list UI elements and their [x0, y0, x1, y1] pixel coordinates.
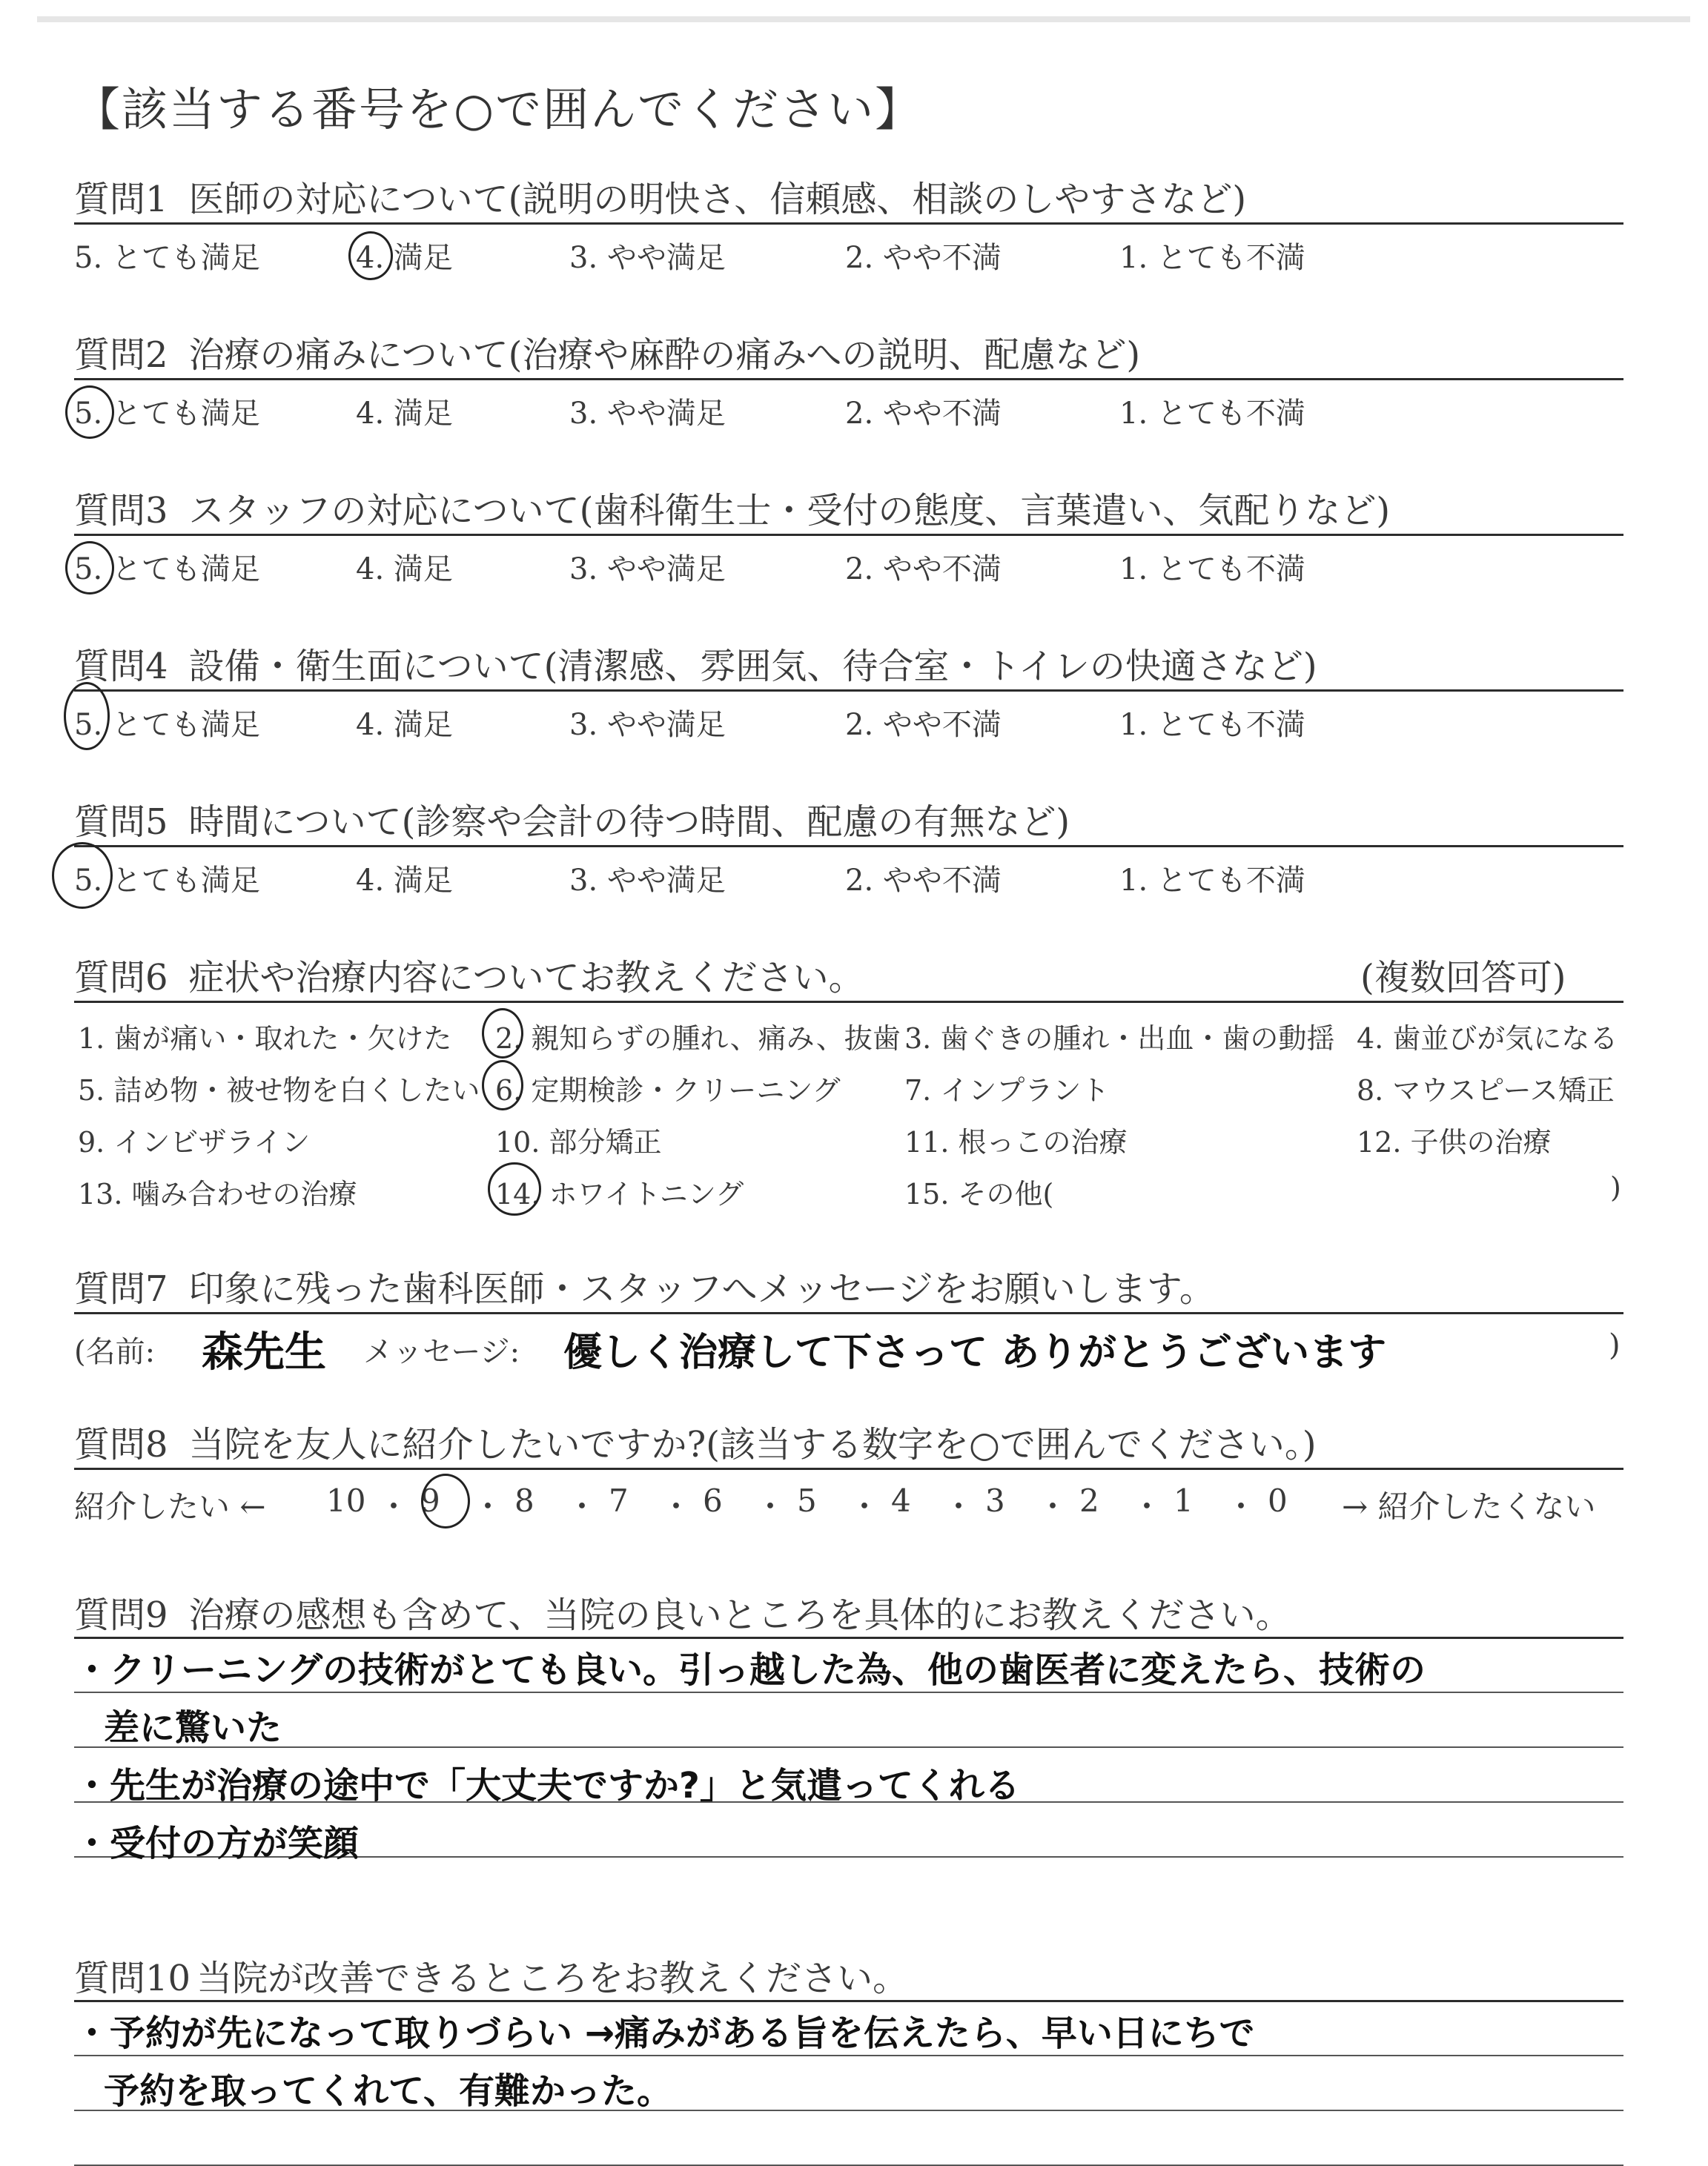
scale-separator: ・ [849, 1488, 881, 1525]
scale-separator: ・ [943, 1488, 975, 1525]
scale-value-1[interactable]: 1 [1174, 1483, 1194, 1519]
recommend-left-label: 紹介したい ← [74, 1488, 266, 1525]
question-text: 症状や治療内容についてお教えください。 [188, 957, 864, 998]
symptom-option[interactable]: 14. ホワイトニング [495, 1178, 744, 1210]
question-text: スタッフの対応について(歯科衛生士・受付の態度、言葉遣い、気配りなど) [188, 490, 1391, 531]
option-2[interactable]: 2. やや不満 [845, 708, 1002, 742]
option-5[interactable]: 5. とても満足 [74, 241, 260, 275]
divider [74, 689, 1623, 692]
divider [74, 1001, 1623, 1003]
question-1 [74, 170, 1623, 222]
question-7 [74, 1260, 1623, 1311]
question-text: 治療の感想も含めて、当院の良いところを具体的にお教えください。 [188, 1594, 1291, 1636]
name-label: (名前: [74, 1335, 156, 1369]
question-number: 質問10 [74, 1958, 191, 1999]
question-number: 質問3 [74, 490, 168, 531]
question-9 [74, 1586, 1623, 1637]
symptom-option[interactable]: 10. 部分矯正 [495, 1126, 662, 1159]
question-8 [74, 1416, 1623, 1467]
answer-text-line[interactable]: 差に驚いた [104, 1707, 282, 1749]
question-number: 質問6 [74, 957, 168, 998]
symptom-option[interactable]: 3. 歯ぐきの腫れ・出血・歯の動揺 [904, 1022, 1335, 1055]
recommend-right-label: → 紹介したくない [1342, 1488, 1596, 1525]
scale-value-2[interactable]: 2 [1079, 1483, 1099, 1519]
scale-value-7[interactable]: 7 [609, 1483, 629, 1519]
scale-value-5[interactable]: 5 [797, 1483, 817, 1519]
answer-text-line[interactable]: ・クリーニングの技術がとても良い。引っ越した為、他の歯医者に変えたら、技術の [74, 1649, 1426, 1691]
scan-edge [37, 16, 1690, 22]
question-10 [74, 1950, 1623, 2001]
answer-text-line[interactable]: ・受付の方が笑顔 [74, 1823, 360, 1864]
option-5[interactable]: 5. とても満足 [74, 864, 260, 898]
multiple-answer-note: (複数回答可) [1360, 957, 1566, 998]
selection-circle [65, 385, 114, 439]
message-handwritten[interactable]: 優しく治療して下さって ありがとうございます [563, 1331, 1387, 1375]
option-2[interactable]: 2. やや不満 [845, 397, 1002, 431]
symptom-option[interactable]: 5. 詰め物・被せ物を白くしたい [78, 1074, 480, 1107]
selection-circle [488, 1162, 541, 1216]
option-5[interactable]: 5. とても満足 [74, 552, 260, 586]
symptom-option[interactable]: 6. 定期検診・クリーニング [495, 1074, 841, 1107]
option-2[interactable]: 2. やや不満 [845, 241, 1002, 275]
scale-separator: ・ [566, 1488, 598, 1525]
question-number: 質問8 [74, 1424, 168, 1465]
question-number: 質問2 [74, 334, 168, 376]
selection-circle [65, 541, 114, 595]
option-5[interactable]: 5. とても満足 [74, 708, 260, 742]
question-text: 当院が改善できるところをお教えください。 [196, 1958, 909, 1999]
question-number: 質問9 [74, 1594, 168, 1636]
divider [74, 1312, 1623, 1314]
option-4[interactable]: 4. 満足 [356, 397, 453, 431]
answer-text-line[interactable]: 予約を取ってくれて、有難かった。 [104, 2070, 673, 2112]
scale-value-0[interactable]: 0 [1268, 1483, 1288, 1519]
scale-value-6[interactable]: 6 [703, 1483, 723, 1519]
option-3[interactable]: 3. やや満足 [569, 864, 726, 898]
selection-circle [421, 1474, 470, 1529]
option-2[interactable]: 2. やや不満 [845, 864, 1002, 898]
scale-separator: ・ [1225, 1488, 1257, 1525]
symptom-option[interactable]: 13. 噛み合わせの治療 [78, 1178, 357, 1210]
symptom-option[interactable]: 4. 歯並びが気になる [1357, 1022, 1618, 1055]
option-1[interactable]: 1. とても不満 [1119, 864, 1305, 898]
divider [74, 1468, 1623, 1470]
question-number: 質問1 [74, 179, 168, 220]
selection-circle [52, 842, 113, 909]
option-4[interactable]: 4. 満足 [356, 241, 453, 275]
divider [74, 1637, 1623, 1639]
divider [74, 845, 1623, 847]
divider [74, 378, 1623, 380]
selection-circle [482, 1060, 523, 1110]
scale-separator: ・ [1131, 1488, 1163, 1525]
selection-circle [482, 1008, 523, 1059]
option-3[interactable]: 3. やや満足 [569, 241, 726, 275]
option-3[interactable]: 3. やや満足 [569, 397, 726, 431]
message-close-paren: ) [1609, 1328, 1621, 1362]
question-text: 医師の対応について(説明の明快さ、信頼感、相談のしやすさなど) [188, 179, 1247, 220]
symptom-option[interactable]: 2. 親知らずの腫れ、痛み、抜歯 [495, 1022, 901, 1055]
symptom-option[interactable]: 11. 根っこの治療 [904, 1126, 1128, 1159]
question-4 [74, 637, 1623, 689]
option-3[interactable]: 3. やや満足 [569, 552, 726, 586]
divider [74, 2000, 1623, 2002]
option-1[interactable]: 1. とても不満 [1119, 552, 1305, 586]
question-text: 時間について(診察や会計の待つ時間、配慮の有無など) [188, 801, 1070, 843]
selection-circle [348, 231, 393, 280]
question-text: 当院を友人に紹介したいですか?(該当する数字を○で囲んでください。) [188, 1424, 1317, 1465]
scale-value-9[interactable]: 9 [420, 1483, 440, 1519]
question-text: 設備・衛生面について(清潔感、雰囲気、待合室・トイレの快適さなど) [188, 646, 1317, 687]
option-5[interactable]: 5. とても満足 [74, 397, 260, 431]
question-number: 質問7 [74, 1268, 168, 1310]
question-5 [74, 793, 1623, 844]
staff-name-handwritten[interactable]: 森先生 [202, 1328, 326, 1377]
option-1[interactable]: 1. とても不満 [1119, 708, 1305, 742]
question-3 [74, 482, 1623, 533]
question-2 [74, 326, 1623, 377]
symptom-option[interactable]: 9. インビザライン [78, 1126, 311, 1159]
scale-separator: ・ [378, 1488, 410, 1525]
answer-text-line[interactable]: ・予約が先になって取りづらい →痛みがある旨を伝えたら、早い日にちで [74, 2013, 1255, 2054]
symptom-option[interactable]: 15. その他( [904, 1178, 1054, 1210]
scale-value-4[interactable]: 4 [891, 1483, 911, 1519]
option-1[interactable]: 1. とても不満 [1119, 241, 1305, 275]
message-label: メッセージ: [363, 1335, 520, 1369]
answer-text-line[interactable]: ・先生が治療の途中で「大丈夫ですか?」と気遣ってくれる [74, 1765, 1020, 1806]
scale-separator: ・ [755, 1488, 787, 1525]
divider [74, 222, 1623, 225]
instruction-heading: 【該当する番号を○で囲んでください】 [74, 82, 923, 136]
answer-line [74, 1746, 1623, 1748]
option-4[interactable]: 4. 満足 [356, 864, 453, 898]
option-2[interactable]: 2. やや不満 [845, 552, 1002, 586]
question-number: 質問5 [74, 801, 168, 843]
option-3[interactable]: 3. やや満足 [569, 708, 726, 742]
scale-value-8[interactable]: 8 [514, 1483, 534, 1519]
question-text: 印象に残った歯科医師・スタッフへメッセージをお願いします。 [188, 1268, 1215, 1310]
symptom-option[interactable]: 7. インプラント [904, 1074, 1110, 1107]
scale-separator: ・ [472, 1488, 504, 1525]
symptom-option[interactable]: 12. 子供の治療 [1357, 1126, 1552, 1159]
divider [74, 534, 1623, 536]
scale-separator: ・ [1037, 1488, 1069, 1525]
scale-separator: ・ [661, 1488, 692, 1525]
symptom-option[interactable]: 8. マウスピース矯正 [1357, 1074, 1615, 1107]
question-text: 治療の痛みについて(治療や麻酔の痛みへの説明、配慮など) [188, 334, 1141, 376]
option-4[interactable]: 4. 満足 [356, 552, 453, 586]
scale-value-10[interactable]: 10 [326, 1483, 366, 1519]
symptom-option[interactable]: 1. 歯が痛い・取れた・欠けた [78, 1022, 452, 1055]
option-1[interactable]: 1. とても不満 [1119, 397, 1305, 431]
question-number: 質問4 [74, 646, 168, 687]
selection-circle [64, 682, 110, 750]
scale-value-3[interactable]: 3 [985, 1483, 1005, 1519]
option-4[interactable]: 4. 満足 [356, 708, 453, 742]
other-close-paren: ) [1610, 1171, 1621, 1204]
